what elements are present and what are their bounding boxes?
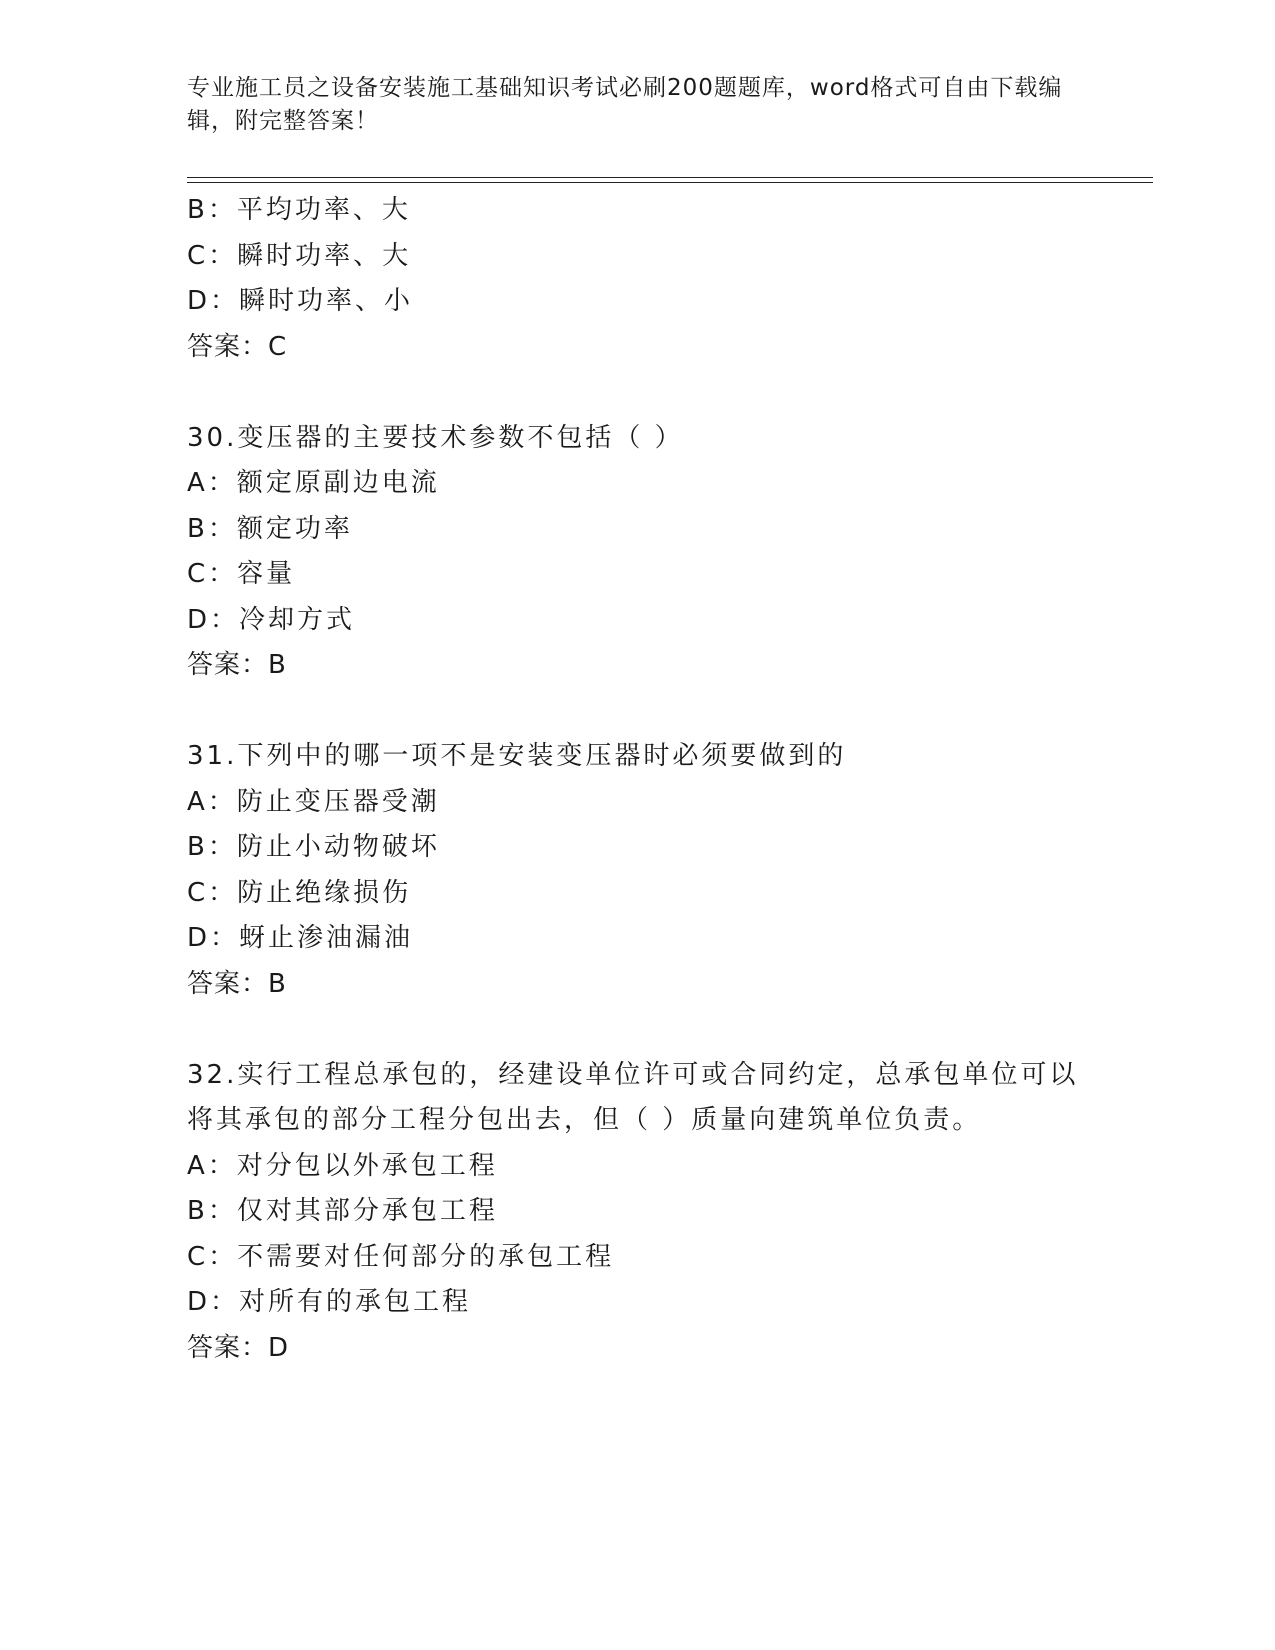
option-d: D：瞬时功率、小 (187, 286, 414, 316)
header-divider-top (187, 177, 1153, 178)
spacer (187, 1007, 1087, 1053)
option-a: A：防止变压器受潮 (187, 786, 440, 817)
question-block-32 (187, 1053, 1087, 1372)
option-b: B：额定功率 (187, 513, 353, 544)
option-b: B：防止小动物破坏 (187, 832, 440, 862)
document-header: 专业施工员之设备安装施工基础知识考试必刷200题题库，word格式可自由下载编辑，附完整答案！ (187, 75, 1063, 134)
option-d: D：蚜止渗油漏油 (187, 923, 414, 953)
question-list (187, 188, 1087, 1371)
spacer (187, 689, 1087, 735)
answer-line: 答案：B (187, 968, 287, 999)
question-block-29 (187, 188, 1087, 370)
option-a: A：额定原副边电流 (187, 468, 440, 498)
answer-line: 答案：B (187, 650, 287, 680)
option-c: C：瞬时功率、大 (187, 240, 412, 271)
option-c: C：防止绝缘损伤 (187, 877, 412, 908)
question-stem: 31.下列中的哪一项不是安装变压器时必须要做到的 (187, 741, 847, 771)
question-stem: 32.实行工程总承包的，经建设单位许可或合同约定，总承包单位可以将其承包的部分工程分包出去，但（ ）质量向建筑单位负责。 (187, 1059, 1079, 1135)
option-c: C：不需要对任何部分的承包工程 (187, 1241, 615, 1272)
option-d: D：冷却方式 (187, 604, 356, 635)
option-a: A：对分包以外承包工程 (187, 1150, 498, 1181)
header-divider-bottom (187, 182, 1153, 183)
option-b: B：仅对其部分承包工程 (187, 1196, 498, 1226)
question-block-31 (187, 734, 1087, 1007)
answer-line: 答案：D (187, 1332, 290, 1363)
question-stem: 30.变压器的主要技术参数不包括（ ） (187, 422, 684, 453)
answer-line: 答案：C (187, 331, 288, 362)
option-d: D：对所有的承包工程 (187, 1287, 472, 1317)
spacer (187, 370, 1087, 416)
option-b: B：平均功率、大 (187, 195, 411, 225)
option-c: C：容量 (187, 559, 296, 589)
question-block-30 (187, 416, 1087, 689)
